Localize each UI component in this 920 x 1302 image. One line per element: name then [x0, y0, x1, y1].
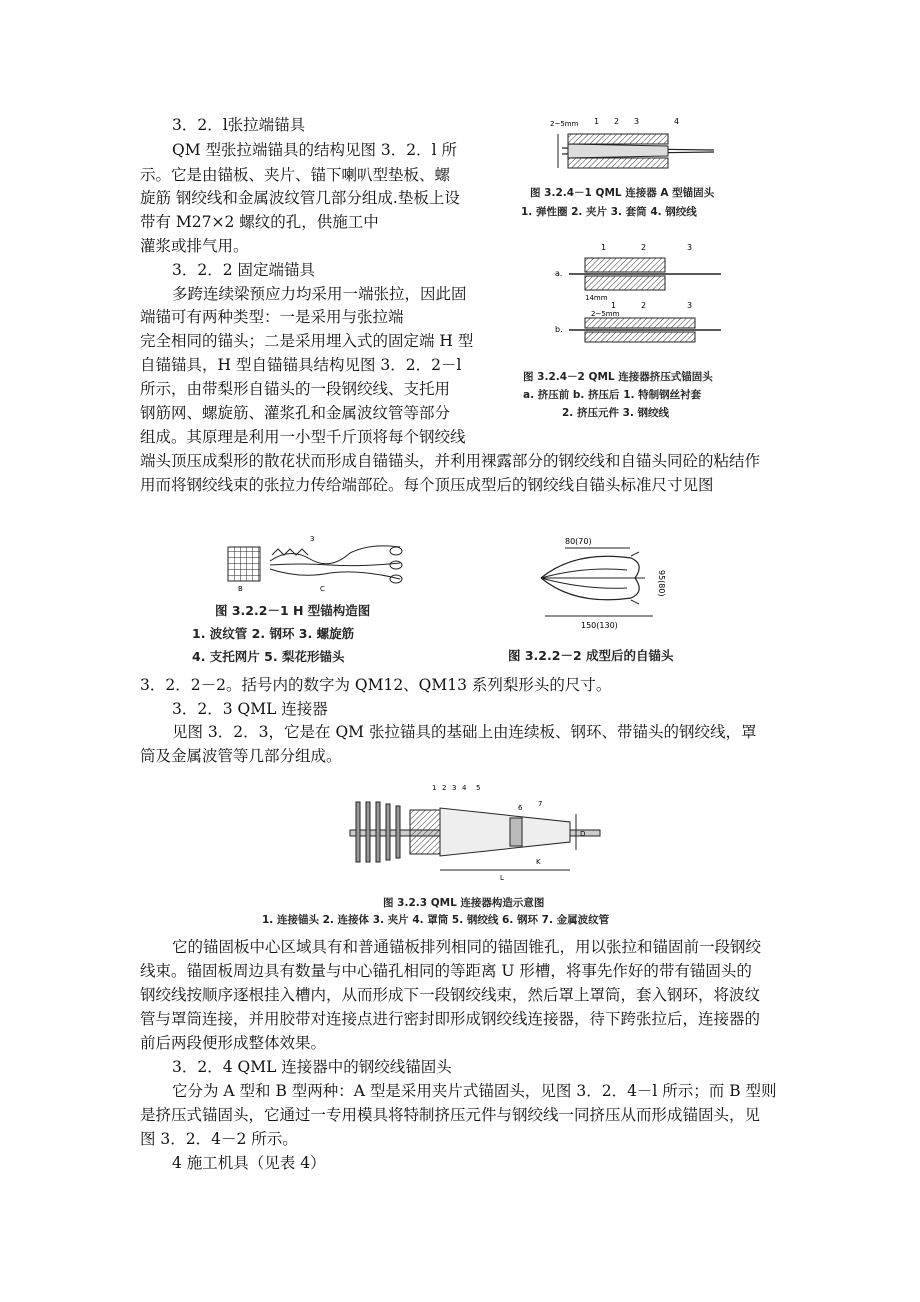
fig-324-2-label: 2~5mm	[591, 310, 620, 318]
fig-323-caption: 图 3.2.3 QML 连接器构造示意图	[383, 897, 545, 909]
section-322-line: 钢筋网、螺旋筋、灌浆孔和金属波纹管等部分	[140, 404, 451, 422]
para-anchor-line: 线束。锚固板周边具有数量与中心锚孔相同的等距离 U 形槽，将事先作好的带有锚固头的	[140, 962, 752, 980]
fig-322-1-label: 3	[310, 535, 315, 543]
fig-324-1-label: 2	[614, 117, 620, 126]
fig-323-label: 3	[452, 784, 457, 792]
fig-323-label: 1	[432, 784, 437, 792]
section-322-line: 端锚可有两种类型：一是采用与张拉端	[140, 308, 404, 326]
fig-324-2-label: a.	[555, 269, 563, 278]
section-324-line: 是挤压式锚固头，它通过一专用模具将特制挤压元件与钢绞线一同挤压从而形成锚固头，见	[140, 1106, 761, 1124]
fig-324-2-label: 1	[601, 243, 607, 252]
section-322-line: 多跨连续梁预应力均采用一端张拉，因此固	[172, 285, 467, 303]
fig-323-label: 2	[442, 784, 447, 792]
section-321-line: 示。它是由锚板、夹片、锚下喇叭型垫板、螺	[140, 166, 451, 184]
section-324-heading: 3．2．4 QML 连接器中的钢绞线锚固头	[172, 1058, 452, 1076]
fig-324-1-diagram	[548, 112, 718, 184]
fig-323-label: 7	[538, 800, 543, 808]
para-anchor-line: 钢绞线按顺序逐根挂入槽内，从而形成下一段钢绞线束，然后罩上罩筒，套入钢环，将波纹	[140, 986, 761, 1004]
section-321-line: 带有 M27×2 螺纹的孔，供施工中	[140, 213, 379, 231]
fig-322-2-dim-bottom: 150(130)	[581, 621, 618, 630]
section-321-line: QM 型张拉端锚具的结构见图 3．2．l 所	[172, 141, 458, 159]
fig-324-2-caption: 图 3.2.4－2 QML 连接器挤压式锚固头	[523, 371, 713, 383]
fig-324-2-legend: 2. 挤压元件 3. 钢绞线	[562, 407, 670, 419]
para-anchor-line: 前后两段便形成整体效果。	[140, 1034, 327, 1052]
fig-323-diagram	[340, 782, 610, 882]
section-322-line: 完全相同的锚头；二是采用埋入式的固定端 H 型	[140, 332, 474, 350]
section-321-heading: 3．2．l张拉端锚具	[172, 116, 306, 134]
section-322-continuation: 3．2．2－2。括号内的数字为 QM12、QM13 系列梨形头的尺寸。	[140, 676, 612, 694]
fig-324-1-legend: 1. 弹性圈 2. 夹片 3. 套筒 4. 钢绞线	[521, 206, 697, 218]
fig-322-2-diagram	[535, 530, 685, 630]
fig-322-1-diagram	[210, 533, 415, 595]
section-321-line: 灌浆或排气用。	[140, 237, 249, 255]
fig-322-1-legend: 4. 支托网片 5. 梨花形锚头	[192, 649, 345, 664]
fig-324-2-label: 2	[641, 301, 647, 310]
section-324-line: 图 3．2．4－2 所示。	[140, 1130, 298, 1148]
fig-324-1-label: 3	[634, 117, 640, 126]
fig-322-2-dim-top: 80(70)	[565, 537, 592, 546]
fig-323-label: 5	[476, 784, 481, 792]
section-322-full-line: 用而将钢绞线束的张拉力传给端部砼。每个顶压成型后的钢绞线自锚头标准尺寸见图	[140, 476, 714, 494]
fig-322-1-caption: 图 3.2.2－1 H 型锚构造图	[215, 603, 371, 618]
fig-324-2-diagram	[555, 240, 725, 365]
section-4-heading: 4 施工机具（见表 4）	[172, 1154, 326, 1172]
fig-323-label: 6	[518, 804, 523, 812]
fig-323-label: L	[500, 874, 504, 882]
fig-322-1-label: B	[238, 585, 243, 593]
section-324-line: 它分为 A 型和 B 型两种：A 型是采用夹片式锚固头，见图 3．2．4－l 所示；而 B 型则	[172, 1082, 777, 1100]
fig-323-label: 4	[462, 784, 467, 792]
fig-322-1-label: C	[320, 585, 325, 593]
section-323-line: 见图 3．2．3，它是在 QM 张拉锚具的基础上由连续板、钢环、带锚头的钢绞线，罩	[172, 723, 757, 741]
section-322-line: 所示，由带梨形自锚头的一段钢绞线、支托用	[140, 380, 451, 398]
fig-324-1-label: 4	[674, 117, 680, 126]
fig-323-label: D	[580, 830, 586, 838]
fig-324-2-label: 3	[687, 243, 693, 252]
section-322-line: 组成。其原理是利用一小型千斤顶将每个钢绞线	[140, 428, 466, 446]
fig-324-2-label: 3	[687, 301, 693, 310]
section-322-full-line: 端头顶压成梨形的散花状而形成自锚锚头，并利用裸露部分的钢绞线和自锚头同砼的粘结作	[140, 452, 761, 470]
para-anchor-line: 它的锚固板中心区域具有和普通锚板排列相同的锚固锥孔，用以张拉和锚固前一段钢绞	[172, 938, 762, 956]
para-anchor-line: 管与罩筒连接，并用胶带对连接点进行密封即形成钢绞线连接器，待下跨张拉后，连接器的	[140, 1010, 761, 1028]
fig-323-legend: 1. 连接锚头 2. 连接体 3. 夹片 4. 罩筒 5. 钢绞线 6. 钢环 7. 金属波纹管	[262, 914, 610, 926]
section-321-line: 旋筋 钢绞线和金属波纹管几部分组成.垫板上设	[140, 189, 460, 207]
fig-324-1-label: 1	[594, 117, 600, 126]
fig-324-2-label: 1	[611, 301, 617, 310]
fig-324-1-caption: 图 3.2.4－1 QML 连接器 A 型锚固头	[530, 187, 715, 199]
fig-324-1-label: 2~5mm	[550, 120, 579, 128]
fig-322-2-caption: 图 3.2.2－2 成型后的自锚头	[508, 648, 674, 663]
fig-324-2-label: 14mm	[585, 294, 608, 302]
fig-324-2-label: b.	[555, 325, 563, 334]
fig-324-2-legend: a. 挤压前 b. 挤压后 1. 特制钢丝衬套	[523, 389, 702, 401]
fig-322-1-legend: 1. 波纹管 2. 钢环 3. 螺旋筋	[192, 626, 355, 641]
section-322-heading: 3．2．2 固定端锚具	[172, 261, 316, 279]
fig-322-2-dim-side: 95(80)	[657, 570, 666, 597]
section-323-line: 筒及金属波管等几部分组成。	[140, 747, 342, 765]
section-322-line: 自锚锚具，H 型自锚锚具结构见图 3．2．2－l	[140, 356, 462, 374]
fig-323-label: K	[536, 858, 541, 866]
fig-324-2-label: 2	[641, 243, 647, 252]
section-323-heading: 3．2．3 QML 连接器	[172, 700, 328, 718]
